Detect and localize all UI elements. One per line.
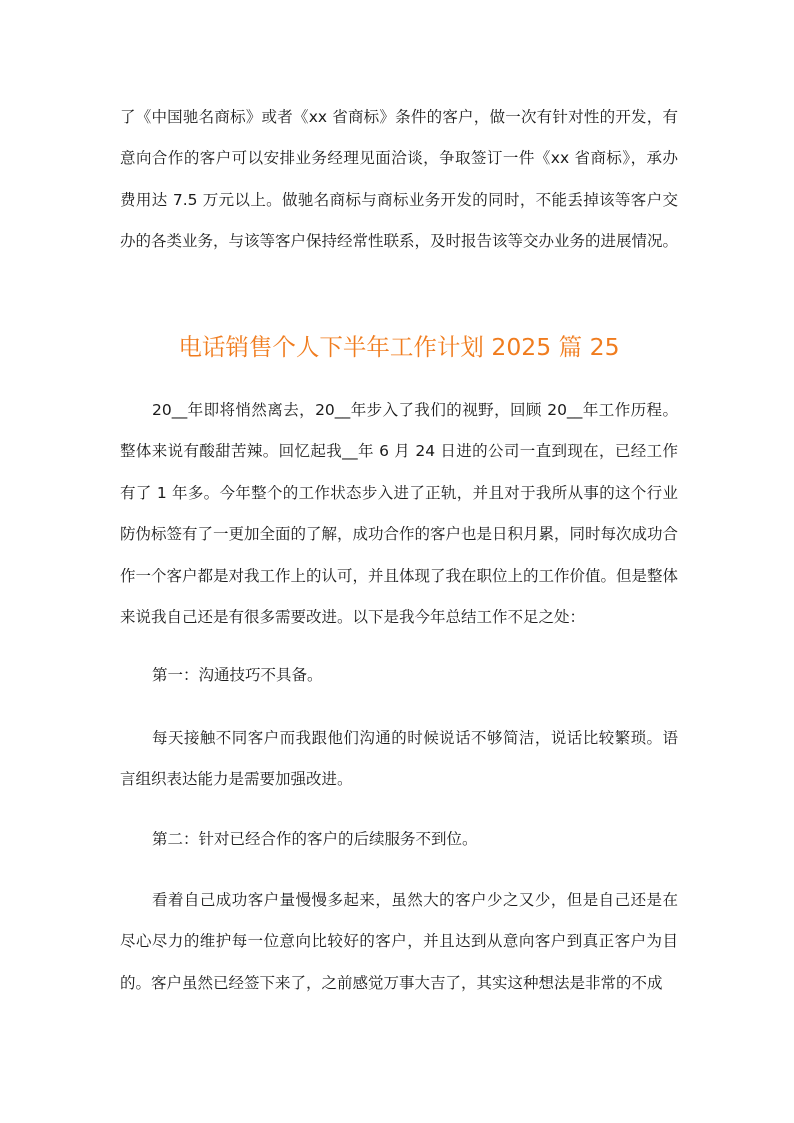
paragraph-point-one: 第一：沟通技巧不具备。 xyxy=(152,666,323,684)
paragraph-point-two: 第二：针对已经合作的客户的后续服务不到位。 xyxy=(152,830,478,848)
paragraph-review: 20__年即将悄然离去，20__年步入了我们的视野，回顾 20__年工作历程。整体来说有酸甜苦辣。回忆起我__年 6 月 24 日进的公司一直到现在，已经工作有了 1 年多。今年整个的工作状态步入进了正轨，并且对于我所从事的这个行业防伪标签有了一更加全面的了解，成功合作的客户也是日积月累，同时每次成功合作一个客户都是对我工作上的认可，并且体现了我在职位上的工作价值。但是整体来说我自己还是有很多需要改进。以下是我今年总结工作不足之处： xyxy=(120,401,679,627)
paragraph-communication: 每天接触不同客户而我跟他们沟通的时候说话不够简洁，说话比较繁琐。语言组织表达能力是需要加强改进。 xyxy=(120,729,678,789)
paragraph-customer-service: 看着自己成功客户量慢慢多起来，虽然大的客户少之又少，但是自己还是在尽心尽力的维护每一位意向比较好的客户，并且达到从意向客户到真正客户为目的。客户虽然已经签下来了，之前感觉万事大吉了，其实这种想法是非常的不成 xyxy=(120,891,678,992)
intro-paragraph: 了《中国驰名商标》或者《xx 省商标》条件的客户，做一次有针对性的开发，有意向合作的客户可以安排业务经理见面洽谈，争取签订一件《xx 省商标》，承办费用达 7.5 万元以上。做驰名商标与商标业务开发的同时，不能丢掉该等客户交办的各类业务，与该等客户保持经常性联系，及时报告该等交办业务的进展情况。 xyxy=(120,108,679,251)
section-title: 电话销售个人下半年工作计划 2025 篇 25 xyxy=(178,333,620,361)
